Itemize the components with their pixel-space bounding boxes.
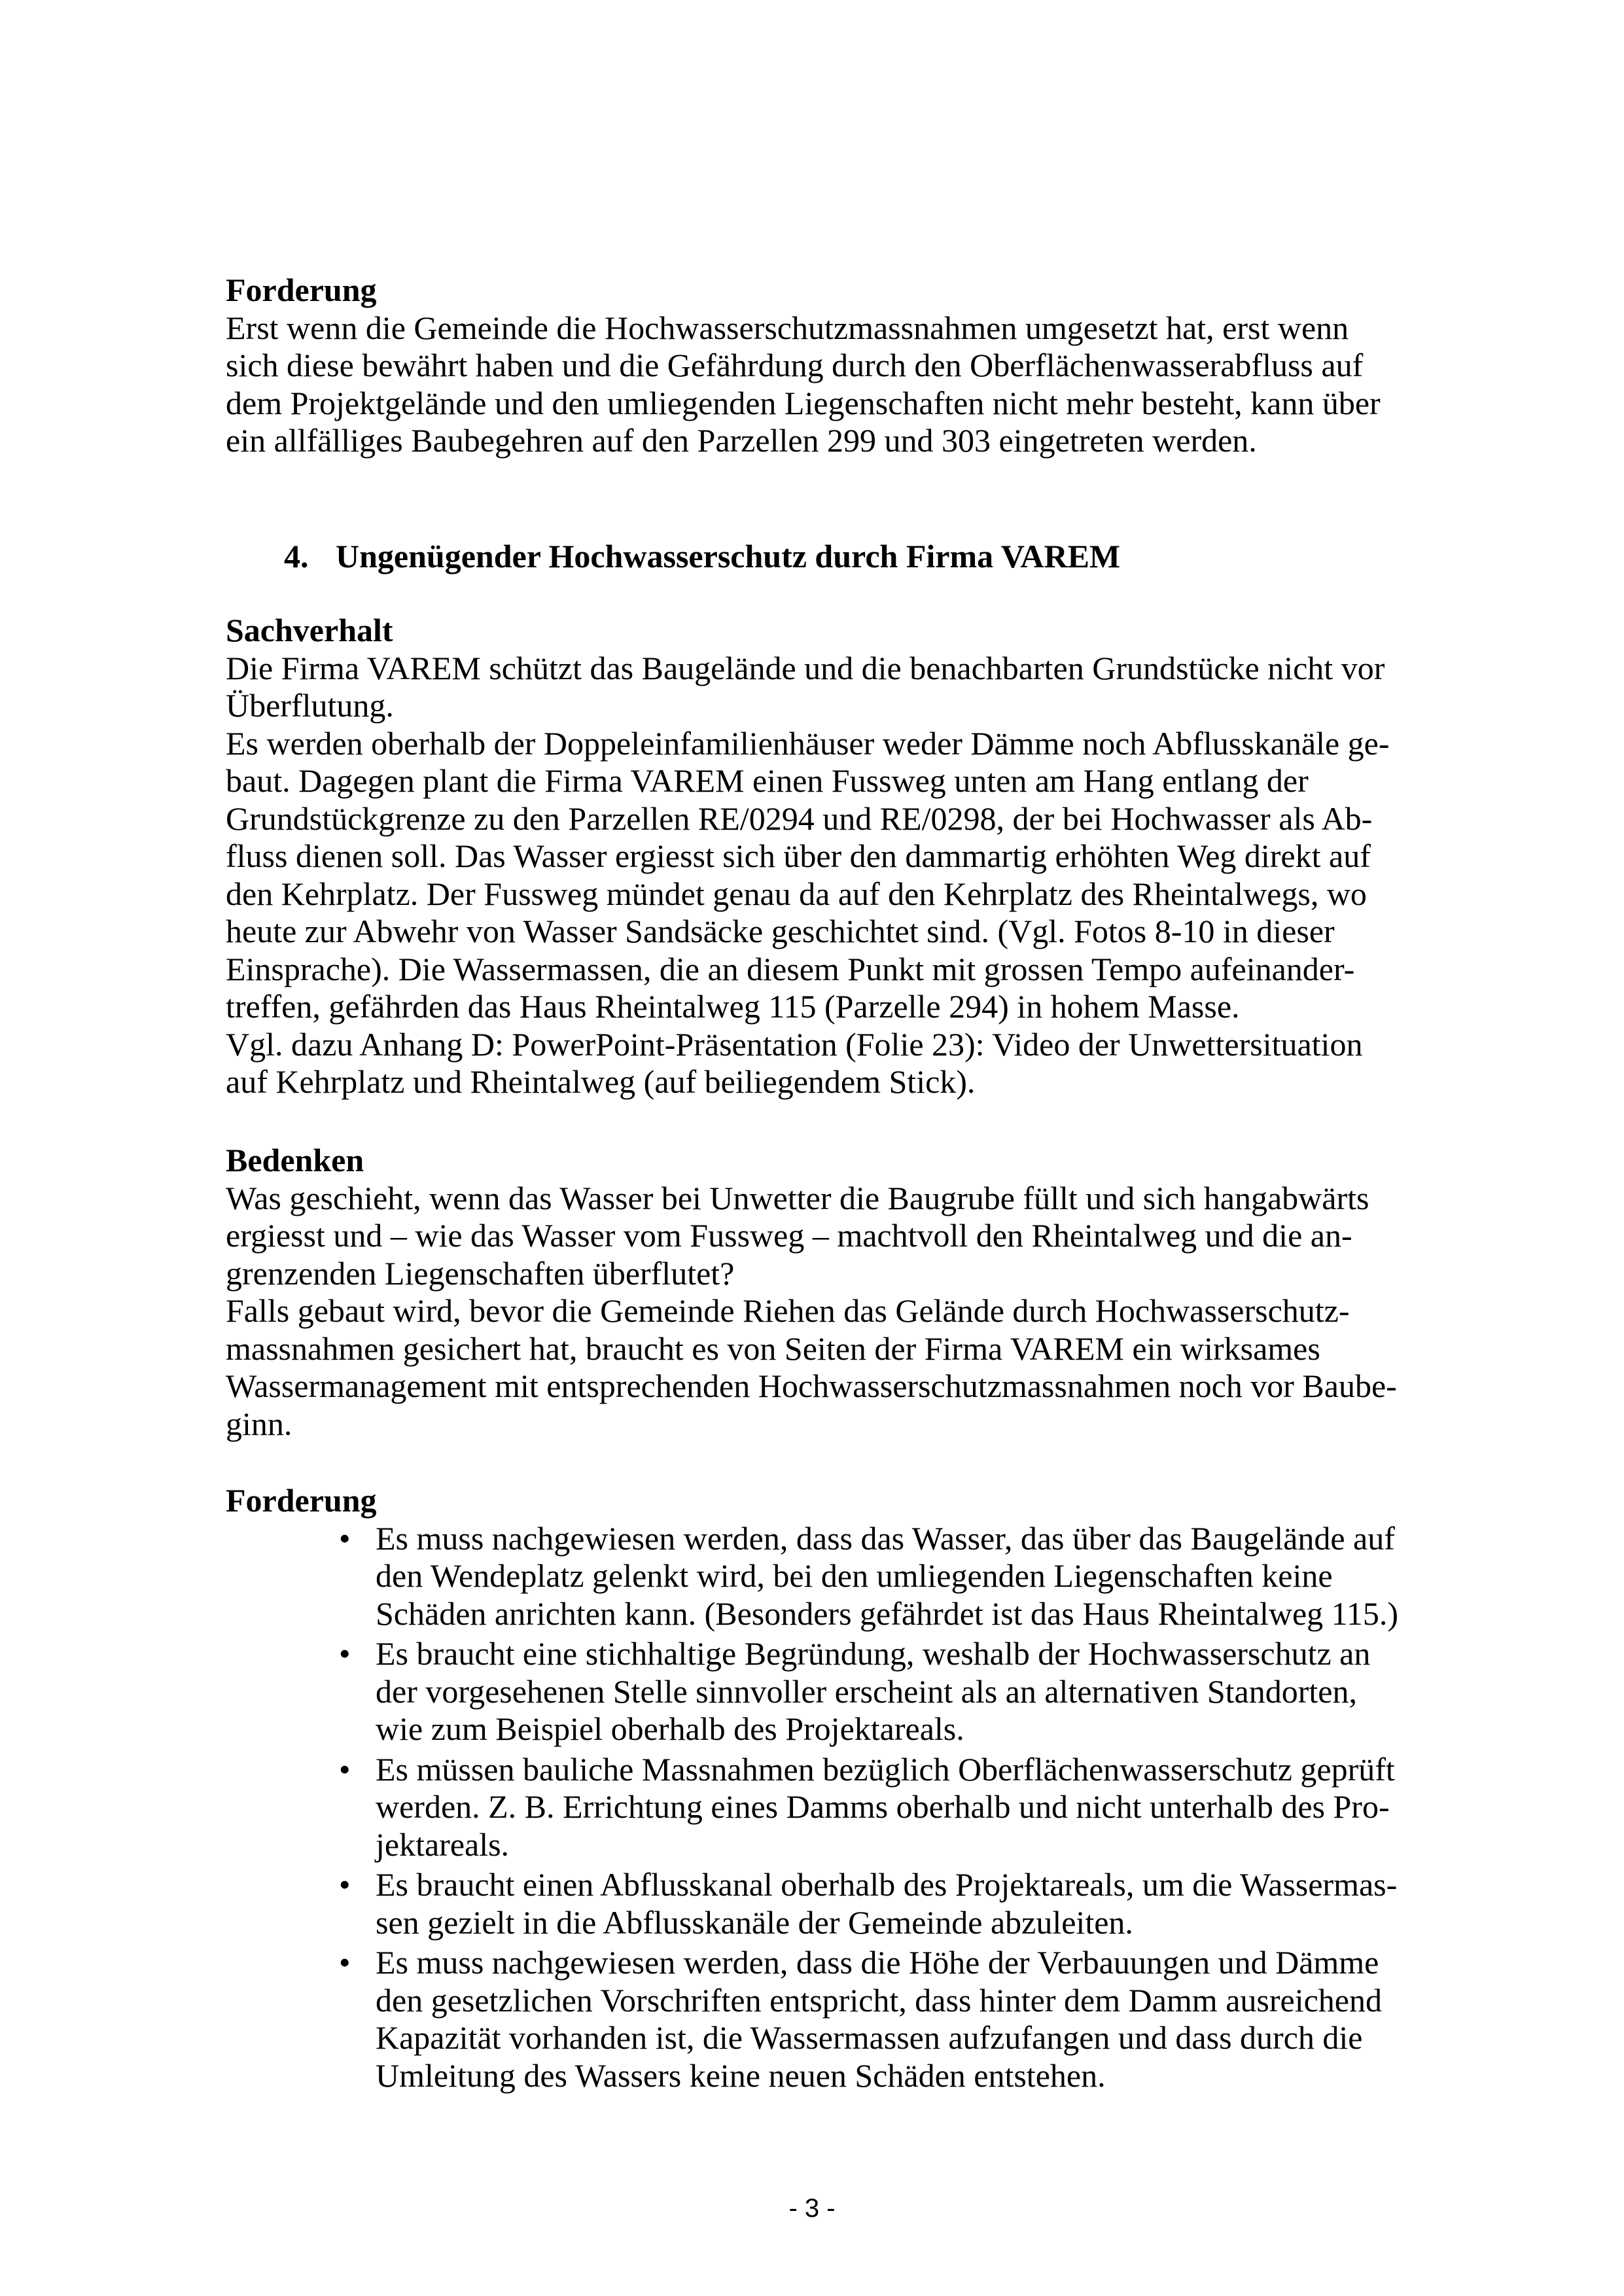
text-line: Wassermanagement mit entsprechenden Hochwasserschutzmassnahmen noch vor Baube- [226, 1368, 1397, 1404]
list-item [226, 1944, 1398, 2094]
text-line: Es braucht eine stichhaltige Begründung, weshalb der Hochwasserschutz an [376, 1635, 1371, 1672]
text-line: Überflutung. [226, 687, 394, 724]
bullet-list [226, 1520, 1398, 2095]
paragraph [226, 309, 1381, 460]
heading-text: Ungenügender Hochwasserschutz durch Firma VAREM [336, 538, 1121, 574]
text-line: treffen, gefährden das Haus Rheintalweg 115 (Parzelle 294) in hohem Masse. [226, 988, 1240, 1025]
text-line: massnahmen gesichert hat, braucht es von Seiten der Firma VAREM ein wirksames [226, 1330, 1320, 1367]
text-line: Es müssen bauliche Massnahmen bezüglich Oberflächenwasserschutz geprüft [376, 1750, 1395, 1788]
text-line: fluss dienen soll. Das Wasser ergiesst sich über den dammartig erhöhten Weg direkt auf [226, 838, 1371, 874]
bullet-icon: • [339, 1519, 351, 1557]
text-line: Erst wenn die Gemeinde die Hochwasserschutzmassnahmen umgesetzt hat, erst wenn [226, 309, 1349, 346]
text-line: Falls gebaut wird, bevor die Gemeinde Riehen das Gelände durch Hochwasserschutz- [226, 1292, 1350, 1329]
section-title: Forderung [226, 272, 377, 308]
text-line: ergiesst und – wie das Wasser vom Fussweg – machtvoll den Rheintalweg und die an- [226, 1217, 1352, 1254]
text-line: den gesetzlichen Vorschriften entspricht, dass hinter dem Damm ausreichend [376, 1981, 1382, 2019]
list-item [226, 1520, 1398, 1633]
forderung-section-1 [226, 272, 1381, 460]
text-line: ginn. [226, 1405, 292, 1442]
sachverhalt-section [226, 612, 1390, 1101]
bullet-icon: • [339, 1750, 351, 1788]
section-heading [284, 538, 1120, 576]
text-line: grenzenden Liegenschaften überflutet? [226, 1254, 735, 1292]
list-item [226, 1866, 1398, 1941]
section-title: Sachverhalt [226, 612, 393, 648]
bedenken-section [226, 1142, 1397, 1443]
text-line: sen gezielt in die Abflusskanäle der Gemeinde abzuleiten. [376, 1903, 1133, 1941]
text-line: den Wendeplatz gelenkt wird, bei den umliegenden Liegenschaften keine [376, 1557, 1333, 1594]
text-line: baut. Dagegen plant die Firma VAREM einen Fussweg unten am Hang entlang der [226, 762, 1309, 799]
list-item [226, 1751, 1398, 1864]
text-line: jektareals. [376, 1826, 510, 1863]
section-title: Forderung [226, 1482, 377, 1519]
bullet-icon: • [339, 1944, 351, 1981]
bullet-icon: • [339, 1866, 351, 1903]
text-line: Es muss nachgewiesen werden, dass die Höhe der Verbauungen und Dämme [376, 1944, 1379, 1981]
text-line: werden. Z. B. Errichtung eines Damms oberhalb und nicht unterhalb des Pro- [376, 1788, 1390, 1825]
section-title: Bedenken [226, 1142, 364, 1178]
text-line: den Kehrplatz. Der Fussweg mündet genau da auf den Kehrplatz des Rheintalwegs, wo [226, 875, 1367, 912]
text-line: heute zur Abwehr von Wasser Sandsäcke geschichtet sind. (Vgl. Fotos 8-10 in dieser [226, 913, 1335, 949]
text-line: Vgl. dazu Anhang D: PowerPoint-Präsentation (Folie 23): Video der Unwettersituation [226, 1025, 1363, 1063]
text-line: sich diese bewährt haben und die Gefährdung durch den Oberflächenwasserabfluss auf [226, 347, 1364, 383]
text-line: ein allfälliges Baubegehren auf den Parzellen 299 und 303 eingetreten werden. [226, 422, 1257, 459]
paragraph [226, 650, 1390, 1101]
text-line: Es braucht einen Abflusskanal oberhalb des Projektareals, um die Wassermas- [376, 1866, 1398, 1903]
paragraph [226, 1180, 1397, 1443]
bullet-icon: • [339, 1635, 351, 1672]
text-line: dem Projektgelände und den umliegenden Liegenschaften nicht mehr besteht, kann über [226, 384, 1381, 421]
text-line: Kapazität vorhanden ist, die Wassermassen aufzufangen und dass durch die [376, 2019, 1363, 2056]
list-item [226, 1635, 1398, 1748]
text-line: Es werden oberhalb der Doppeleinfamilienhäuser weder Dämme noch Abflusskanäle ge- [226, 724, 1390, 762]
text-line: wie zum Beispiel oberhalb des Projektareals. [376, 1710, 964, 1747]
text-line: Was geschieht, wenn das Wasser bei Unwetter die Baugrube füllt und sich hangabwärts [226, 1179, 1369, 1216]
text-line: Es muss nachgewiesen werden, dass das Wasser, das über das Baugelände auf [376, 1519, 1395, 1557]
heading-number: 4. [284, 538, 309, 574]
text-line: der vorgesehenen Stelle sinnvoller erscheint als an alternativen Standorten, [376, 1672, 1357, 1710]
text-line: Die Firma VAREM schützt das Baugelände und die benachbarten Grundstücke nicht vor [226, 649, 1385, 686]
text-line: Schäden anrichten kann. (Besonders gefährdet ist das Haus Rheintalweg 115.) [376, 1595, 1398, 1632]
text-line: Umleitung des Wassers keine neuen Schäden entstehen. [376, 2057, 1106, 2094]
text-line: auf Kehrplatz und Rheintalweg (auf beiliegendem Stick). [226, 1063, 976, 1100]
text-line: Grundstückgrenze zu den Parzellen RE/0294 und RE/0298, der bei Hochwasser als Ab- [226, 800, 1373, 837]
page-number: - 3 - [788, 2194, 836, 2223]
text-line: Einsprache). Die Wassermassen, die an diesem Punkt mit grossen Tempo aufeinander- [226, 950, 1355, 987]
forderung-section-2 [226, 1482, 1398, 2097]
